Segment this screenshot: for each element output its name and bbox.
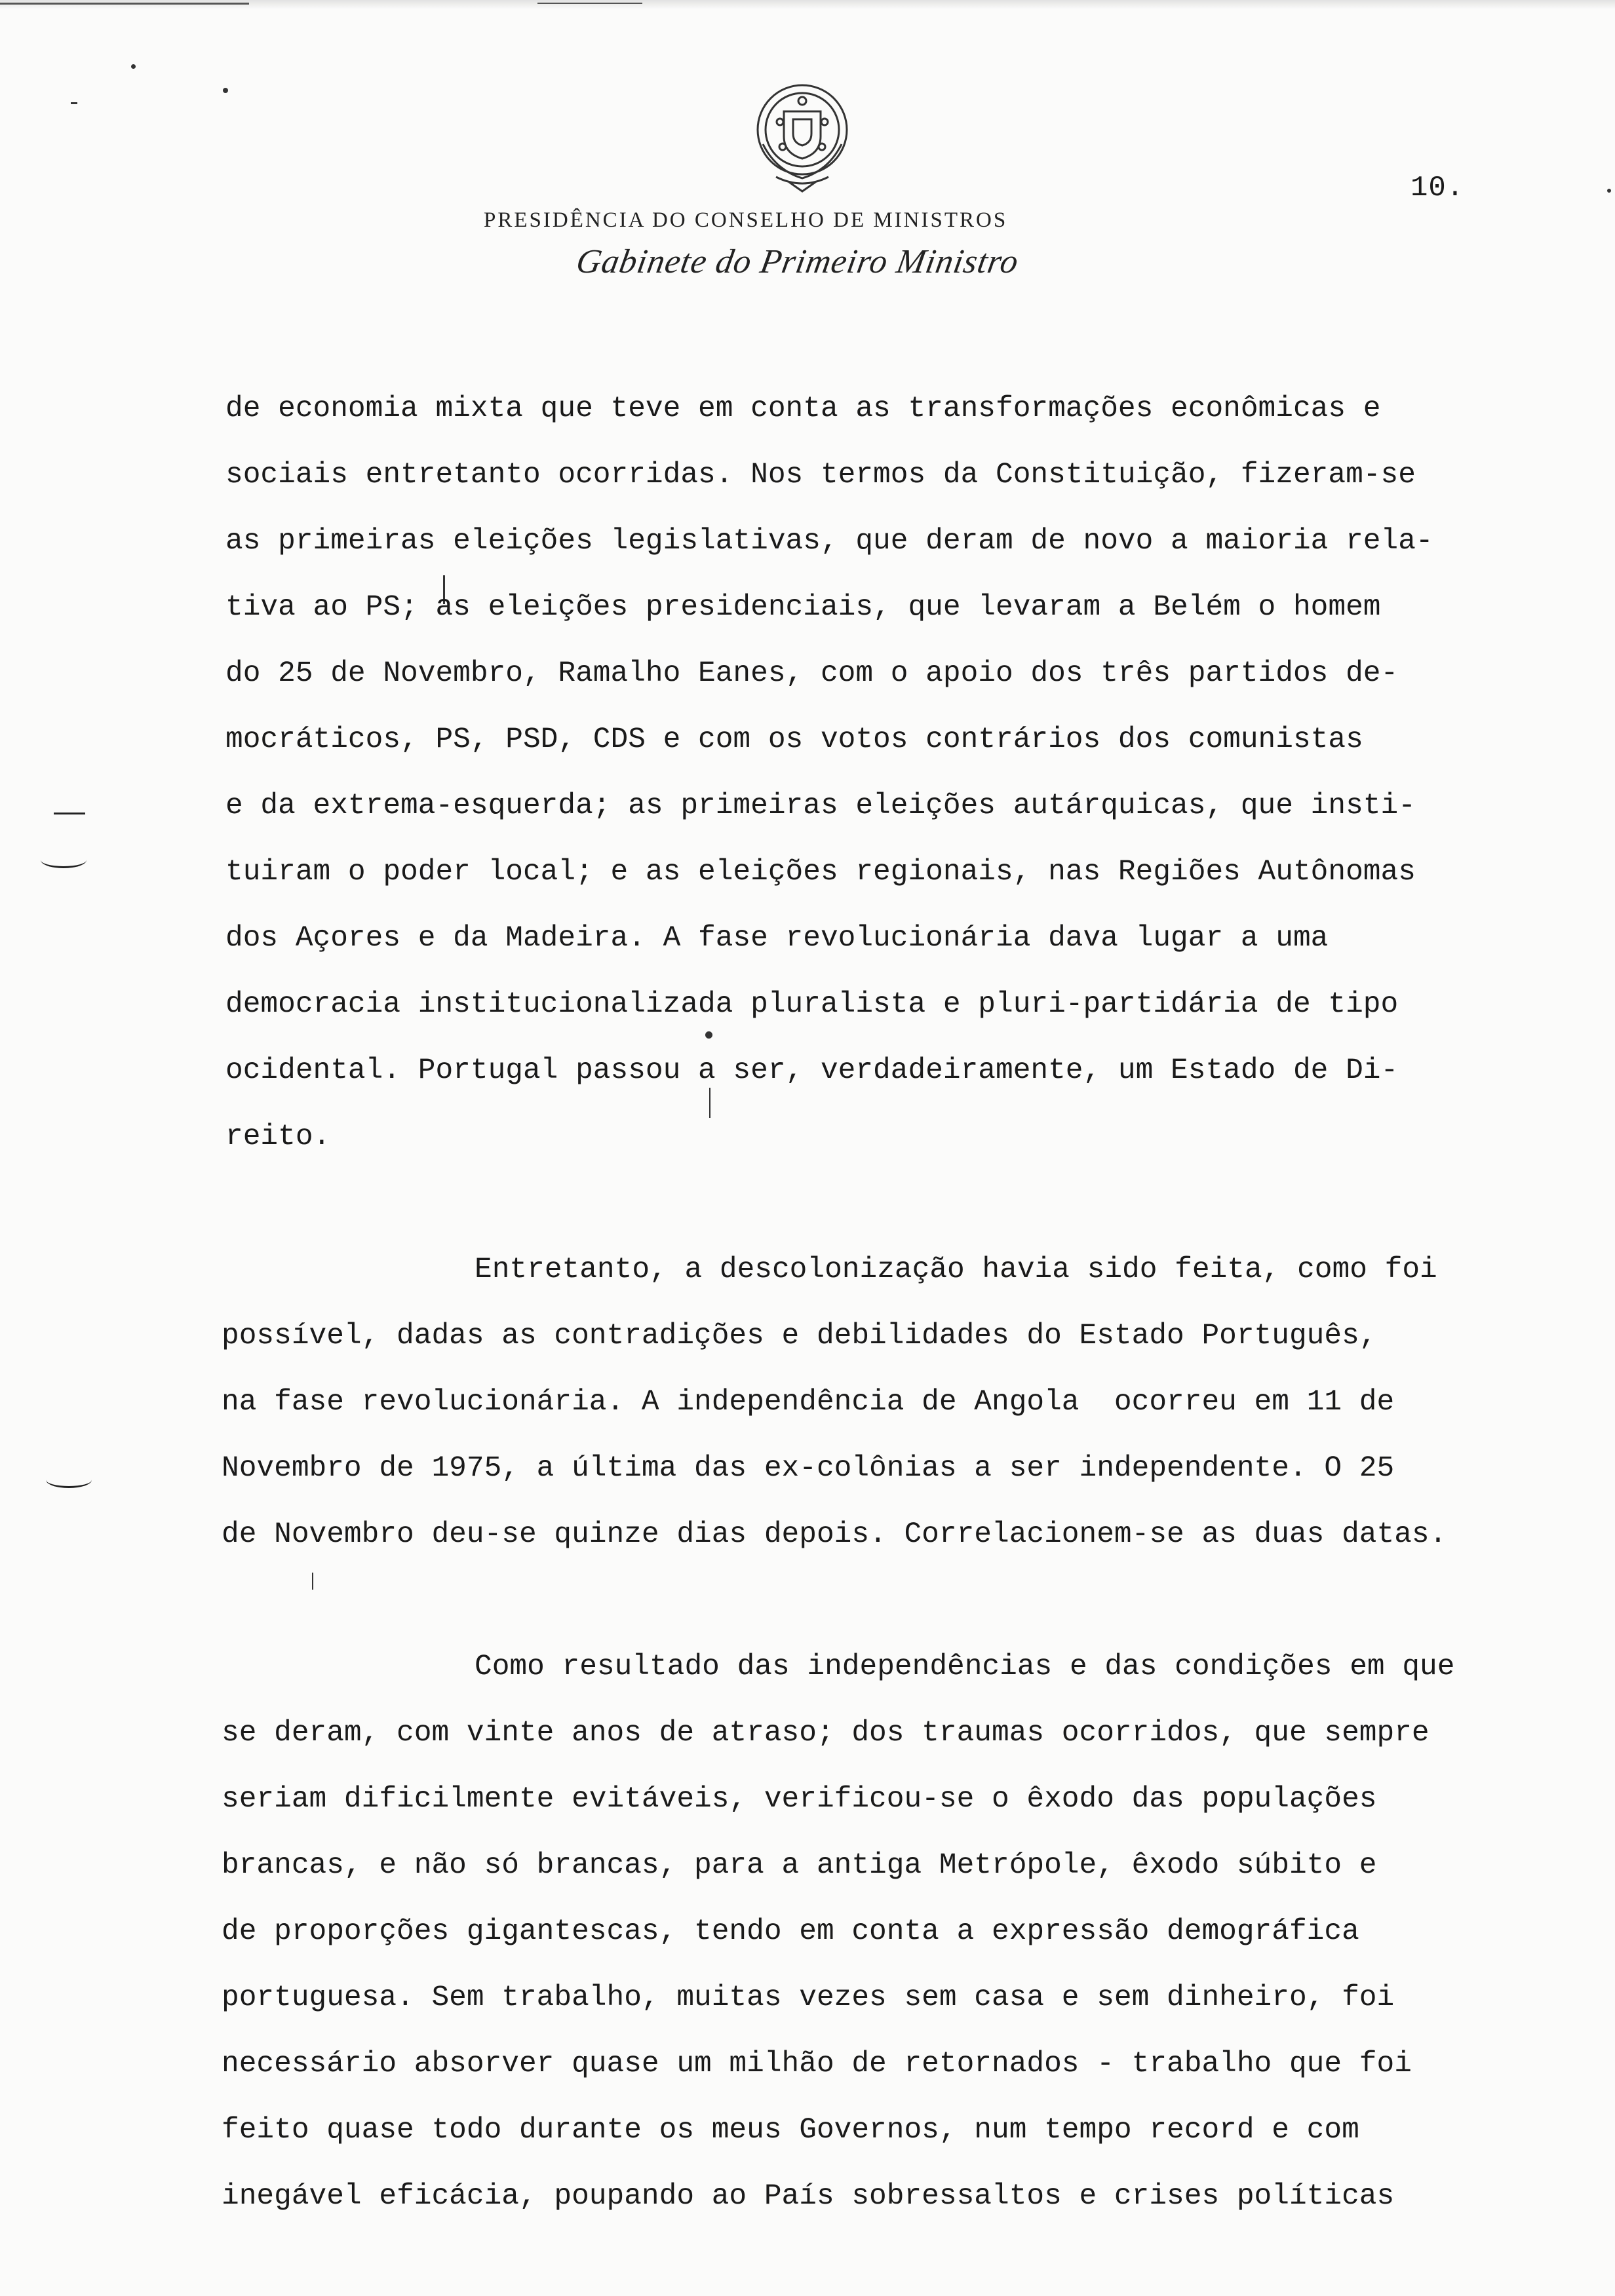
text-line: as primeiras eleições legislativas, que deram de novo a maioria rela-	[225, 525, 1433, 558]
text-line: Entretanto, a descolonização havia sido feita, como foi	[475, 1253, 1437, 1286]
scan-speck	[131, 64, 136, 69]
text-line: feito quase todo durante os meus Governos, num tempo record e com	[222, 2114, 1359, 2147]
paragraph	[222, 1634, 1605, 2230]
scan-tick	[312, 1573, 313, 1590]
text-line: se deram, com vinte anos de atraso; dos traumas ocorridos, que sempre	[222, 1717, 1430, 1750]
scan-speck	[71, 102, 77, 104]
institution-heading: PRESIDÊNCIA DO CONSELHO DE MINISTROS	[484, 208, 1008, 232]
margin-mark	[46, 1472, 92, 1488]
scan-edge-rule	[537, 3, 642, 4]
text-line: de Novembro deu-se quinze dias depois. Correlacionem-se as duas datas.	[222, 1518, 1447, 1551]
text-line: Como resultado das independências e das condições em que	[475, 1651, 1455, 1683]
scan-speck	[1607, 189, 1611, 193]
cabinet-heading: Gabinete do Primeiro Ministro	[573, 243, 1022, 280]
text-line: necessário absorver quase um milhão de retornados - trabalho que foi	[222, 2048, 1412, 2080]
text-line: portuguesa. Sem trabalho, muitas vezes sem casa e sem dinheiro, foi	[222, 1981, 1395, 2014]
margin-mark	[54, 813, 85, 814]
text-line: Novembro de 1975, a última das ex-colônias a ser independente. O 25	[222, 1452, 1395, 1485]
text-line: brancas, e não só brancas, para a antiga Metrópole, êxodo súbito e	[222, 1849, 1377, 1882]
scan-edge-noise	[0, 0, 1615, 9]
text-line: reito.	[225, 1120, 331, 1153]
paragraph	[225, 376, 1608, 1170]
paragraph	[222, 1237, 1605, 1568]
coat-of-arms-icon	[737, 79, 868, 197]
text-line: ocidental. Portugal passou a ser, verdadeiramente, um Estado de Di-	[225, 1054, 1399, 1087]
text-line: de economia mixta que teve em conta as transformações econômicas e	[225, 392, 1381, 425]
text-line: inegável eficácia, poupando ao País sobressaltos e crises políticas	[222, 2180, 1395, 2213]
text-line: dos Açores e da Madeira. A fase revolucionária dava lugar a uma	[225, 922, 1329, 955]
text-line: na fase revolucionária. A independência de Angola ocorreu em 11 de	[222, 1386, 1395, 1419]
scan-edge-rule	[0, 3, 249, 5]
page-number: 10.	[1411, 172, 1465, 204]
text-line: democracia institucionalizada pluralista e pluri-partidária de tipo	[225, 988, 1399, 1021]
margin-mark	[41, 852, 87, 868]
text-line: de proporções gigantescas, tendo em conta a expressão demográfica	[222, 1915, 1359, 1948]
text-line: e da extrema-esquerda; as primeiras eleições autárquicas, que insti-	[225, 790, 1416, 822]
text-line: sociais entretanto ocorridas. Nos termos da Constituição, fizeram-se	[225, 459, 1416, 491]
text-line: tiva ao PS; as eleições presidenciais, que levaram a Belém o homem	[225, 591, 1381, 624]
text-line: mocráticos, PS, PSD, CDS e com os votos contrários dos comunistas	[225, 723, 1363, 756]
text-line: tuiram o poder local; e as eleições regionais, nas Regiões Autônomas	[225, 856, 1416, 889]
text-line: seriam dificilmente evitáveis, verificou-se o êxodo das populações	[222, 1783, 1377, 1816]
text-line: possível, dadas as contradições e debilidades do Estado Português,	[222, 1320, 1377, 1352]
text-line: do 25 de Novembro, Ramalho Eanes, com o apoio dos três partidos de-	[225, 657, 1399, 690]
scan-speck	[223, 88, 228, 93]
